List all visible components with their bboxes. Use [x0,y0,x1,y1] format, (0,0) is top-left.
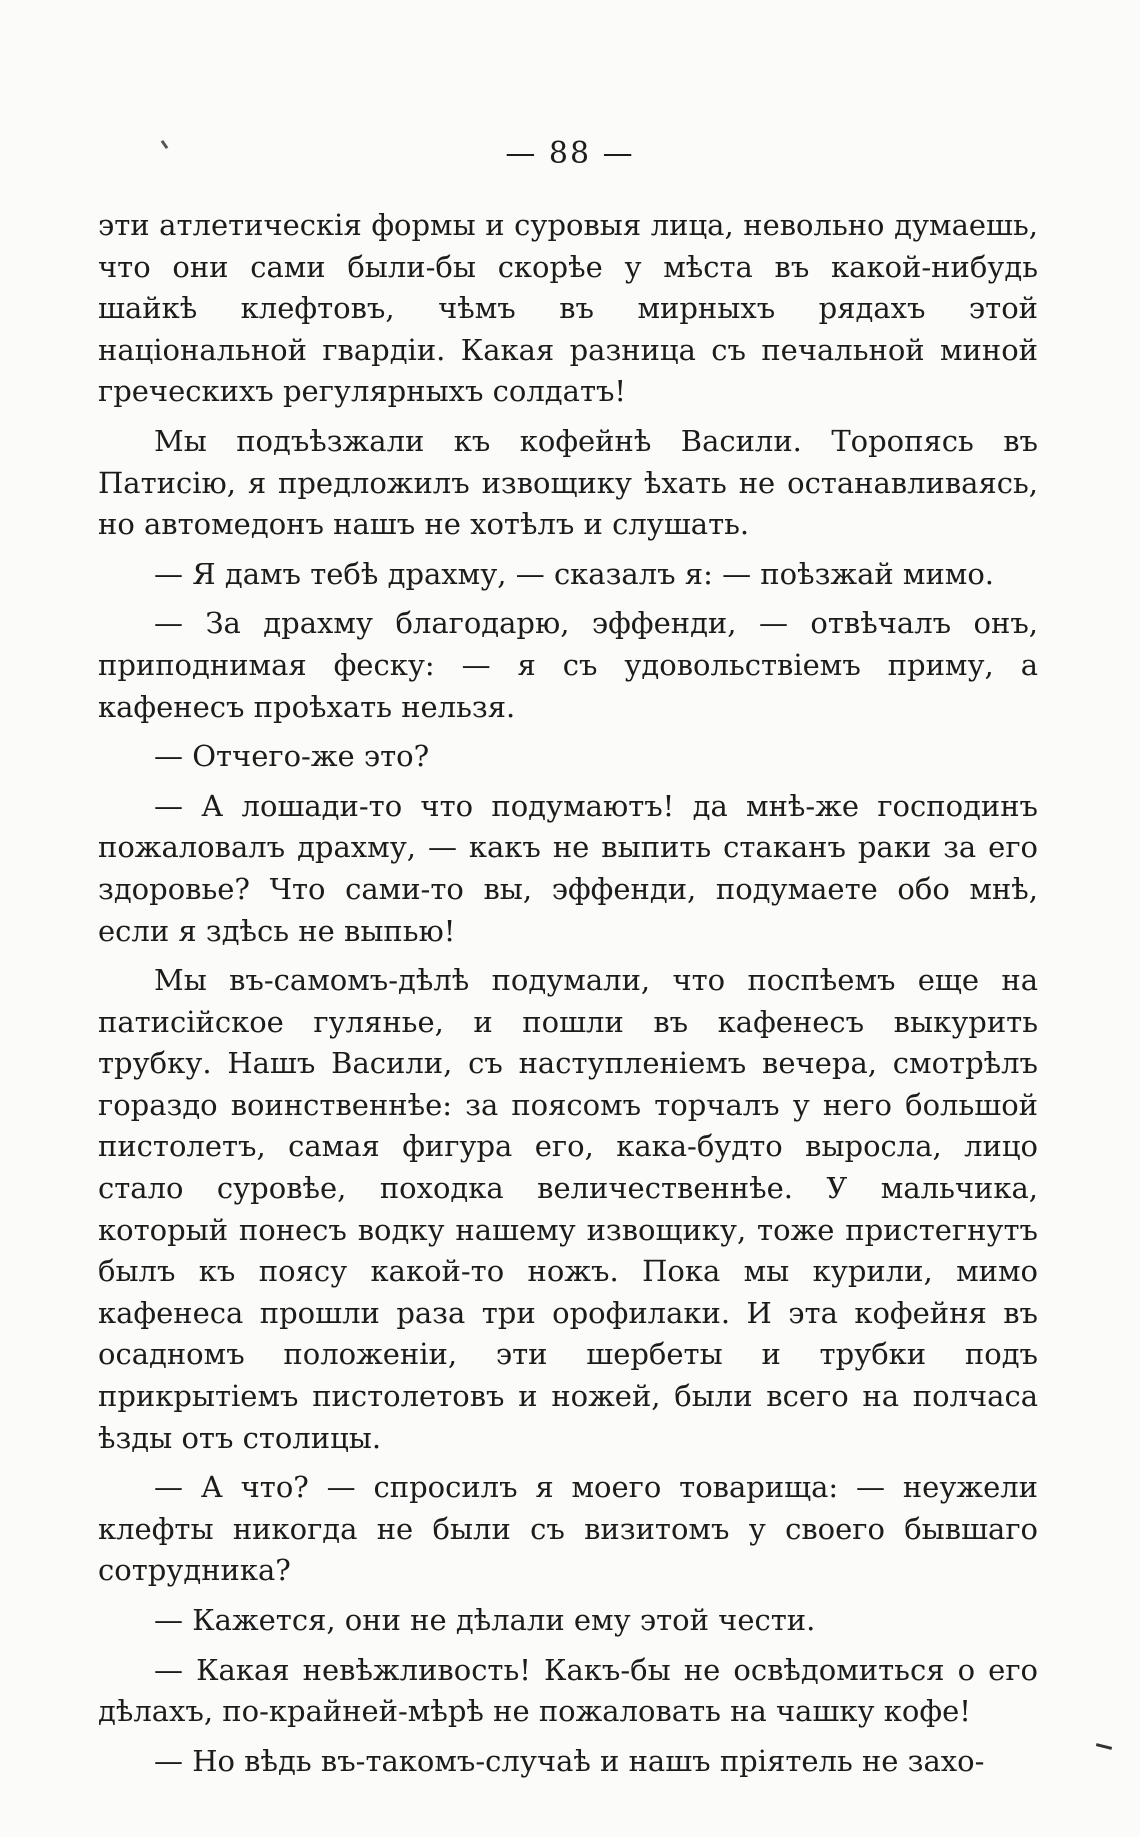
page-number: — 88 — [505,136,635,171]
dialogue-line: — А лошади-то что подумаютъ! да мнѣ-же господинъ пожаловалъ драхму, — какъ не выпить стаканъ раки за его здоровье? Что сами-то вы, эффенди, подумаете обо мнѣ, если я здѣсь не выпью! [98,788,1038,948]
dialogue-line: — А что? — спросилъ я моего товарища: — неужели клефты никогда не были съ визитомъ у своего бывшаго сотрудника? [98,1470,1038,1588]
paragraph-continued: эти атлетическія формы и суровыя лица, невольно думаешь, что они сами были-бы скорѣе у мѣста въ какой-нибудь шайкѣ клефтовъ, чѣмъ въ мирныхъ рядахъ этой національной гвардіи. Какая разница съ печальной миной греческихъ регулярныхъ солдатъ! [98,208,1038,409]
dialogue-line: — Какая невѣжливость! Какъ-бы не освѣдомиться о его дѣлахъ, по-крайней-мѣрѣ не пожаловать на чашку кофе! [98,1652,1038,1729]
dialogue-line: — Кажется, они не дѣлали ему этой чести. [154,1603,816,1637]
paragraph: Мы подъѣзжали къ кофейнѣ Васили. Торопясь въ Патисію, я предложилъ извощику ѣхать не останавливаясь, но автомедонъ нашъ не хотѣлъ и слушать. [98,423,1038,542]
paragraph: Мы въ-самомъ-дѣлѣ подумали, что поспѣемъ еще на патисійское гулянье, и пошли въ кафенесъ выкурить трубку. Нашъ Васили, съ наступленіемъ вечера, смотрѣлъ гораздо воинственнѣе: за поясомъ торчалъ у него большой пистолетъ, самая фигура его, кака-будто выросла, лицо стало суровѣе, походка величественнѣе. У мальчика, который понесъ водку нашему извощику, тоже пристегнутъ былъ къ поясу какой-то ножъ. Пока мы курили, мимо кафенеса прошли раза три орофилаки. И эта кофейня въ осадномъ положеніи, эти шербеты и трубки подъ прикрытіемъ пистолетовъ и ножей, были всего на полчаса ѣзды отъ столицы. [98,963,1038,1455]
dialogue-line: — Но вѣдь въ-такомъ-случаѣ и нашъ пріятель не захо- [154,1743,985,1778]
stray-ink-mark [1096,1743,1112,1750]
dialogue-line: — За драхму благодарю, эффенди, — отвѣчалъ онъ, приподнимая феску: — я съ удовольствіемъ приму, а кафенесъ проѣхать нельзя. [98,606,1038,724]
dialogue-line: — Я дамъ тебѣ драхму, — сказалъ я: — поѣзжай мимо. [154,556,995,591]
dialogue-line: — Отчего-же это? [154,739,430,774]
body-text [98,205,1038,1790]
